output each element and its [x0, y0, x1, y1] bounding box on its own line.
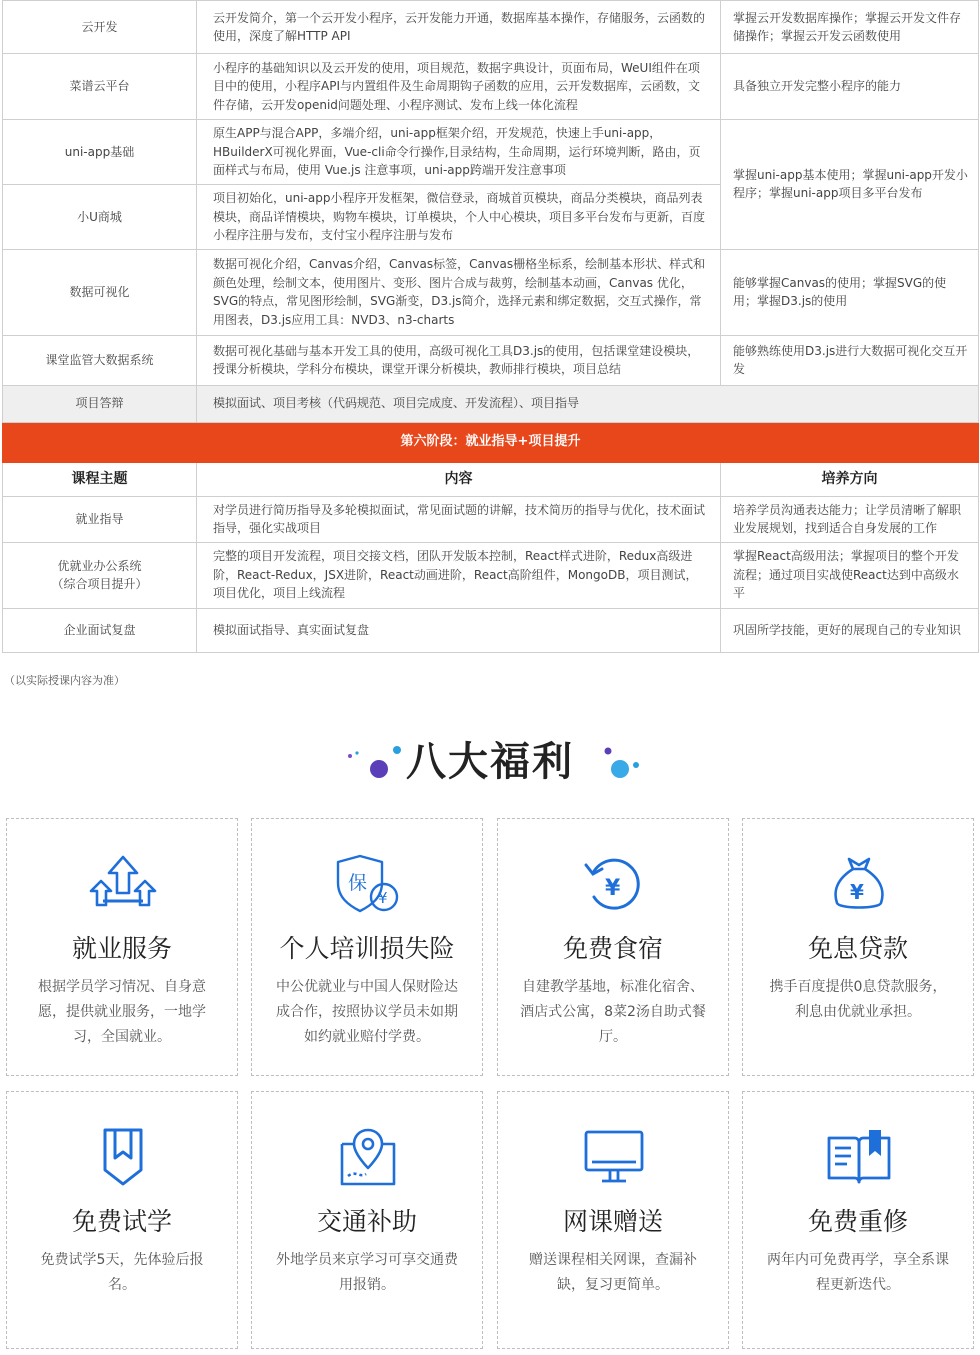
card-title: 免息贷款 — [807, 934, 908, 963]
pencil-bookmark-icon — [89, 1126, 157, 1188]
table-row — [3, 120, 979, 185]
header-goal: 培养方向 — [721, 462, 979, 496]
svg-text:保: 保 — [348, 872, 368, 894]
yuan-refresh-icon — [580, 853, 648, 915]
card-title: 个人培训损失险 — [279, 934, 455, 963]
goal-cell: 巩固所学技能，更好的展现自己的专业知识 — [721, 608, 979, 652]
table-row — [3, 385, 979, 422]
card-title: 网课赠送 — [562, 1207, 663, 1236]
goal-cell: 培养学员沟通表达能力；让学员清晰了解职业发展规划，找到适合自身发展的工作 — [721, 496, 979, 542]
upload-arrows-icon — [89, 853, 157, 915]
goal-cell: 能够熟练使用D3.js进行大数据可视化交互开发 — [721, 335, 979, 385]
table-row — [3, 1, 979, 54]
welfare-card-transport — [251, 1091, 483, 1349]
welfare-card-employment — [6, 818, 238, 1076]
content-cell: 完整的项目开发流程，项目交接文档，团队开发版本控制，React样式进阶，Redux高级进阶，React-Redux，JSX进阶，React动画进阶，React高阶组件，MongoDB，项目测试，项目优化，项目上线流程 — [197, 542, 721, 608]
card-description: 赠送课程相关网课，查漏补缺，复习更简单。 — [529, 1252, 697, 1293]
table-row — [3, 249, 979, 335]
svg-text:¥: ¥ — [605, 876, 621, 901]
welfare-card-online-course — [497, 1091, 729, 1349]
welfare-card-lodging — [497, 818, 729, 1076]
card-description: 外地学员来京学习可享交通费用报销。 — [276, 1252, 458, 1293]
card-description: 两年内可免费再学，享全系课程更新迭代。 — [767, 1252, 949, 1293]
goal-cell: 能够掌握Canvas的使用；掌握SVG的使用；掌握D3.js的使用 — [721, 249, 979, 335]
goal-cell: 具备独立开发完整小程序的能力 — [721, 54, 979, 120]
topic-cell — [3, 542, 197, 608]
content-cell: 数据可视化基础与基本开发工具的使用，高级可视化工具D3.js的使用，包括课堂建设模块，授课分析模块，学科分布模块，课堂开课分析模块，教师排行模块，项目总结 — [197, 335, 721, 385]
welfare-title: 八大福利 — [406, 739, 574, 785]
card-description: 自建教学基地，标准化宿舍、酒店式公寓，8菜2汤自助式餐厅。 — [520, 979, 706, 1045]
insurance-shield-icon — [334, 853, 402, 915]
welfare-card-loan — [742, 818, 974, 1076]
card-description: 根据学员学习情况、自身意愿，提供就业服务，一地学习，全国就业。 — [38, 979, 206, 1045]
topic-cell: 就业指导 — [3, 496, 197, 542]
table-row — [3, 608, 979, 652]
topic-cell: 小U商城 — [3, 185, 197, 250]
topic-cell: uni-app基础 — [3, 120, 197, 185]
topic-line: 优就业办公系统 — [57, 558, 142, 573]
content-cell: 数据可视化介绍，Canvas介绍，Canvas标签，Canvas栅格坐标系，绘制基本形状、样式和颜色处理，绘制文本，使用图片、变形、图片合成与裁剪，绘制基本动画，Canvas 优化，SVG的特点，常见图形绘制，SVG渐变，D3.js简介，选择元素和绑定数据，交互式操作，常用图表，D3.js应用工具：NVD3、n3-charts — [197, 249, 721, 335]
disclaimer-note: （以实际授课内容为准） — [4, 674, 125, 687]
content-cell: 对学员进行简历指导及多轮模拟面试，常见面试题的讲解，技术简历的指导与优化，技术面试指导，强化实战项目 — [197, 496, 721, 542]
card-description: 免费试学5天，先体验后报名。 — [40, 1252, 204, 1293]
topic-cell: 项目答辩 — [3, 385, 197, 422]
card-title: 就业服务 — [71, 934, 172, 963]
card-title: 免费食宿 — [562, 934, 663, 963]
topic-cell: 课堂监管大数据系统 — [3, 335, 197, 385]
table-row — [3, 496, 979, 542]
svg-text:¥: ¥ — [378, 889, 388, 907]
topic-cell: 数据可视化 — [3, 249, 197, 335]
money-bag-icon — [825, 853, 893, 915]
table-row — [3, 542, 979, 608]
topic-line: （综合项目提升） — [51, 577, 148, 591]
card-title: 免费重修 — [807, 1207, 908, 1236]
topic-cell: 云开发 — [3, 1, 197, 54]
svg-text:¥: ¥ — [850, 880, 864, 904]
goal-cell: 掌握云开发数据库操作；掌握云开发文件存储操作；掌握云开发云函数使用 — [721, 1, 979, 54]
monitor-icon — [580, 1126, 648, 1188]
card-title: 免费试学 — [71, 1207, 172, 1236]
stage-title: 第六阶段：就业指导+项目提升 — [3, 422, 979, 462]
open-book-icon — [825, 1126, 893, 1188]
content-cell: 云开发简介，第一个云开发小程序，云开发能力开通，数据库基本操作，存储服务，云函数的使用，深度了解HTTP API — [197, 1, 721, 54]
course-table — [2, 0, 979, 653]
header-content: 内容 — [197, 462, 721, 496]
card-title: 交通补助 — [316, 1207, 417, 1236]
content-cell: 小程序的基础知识以及云开发的使用，项目规范，数据字典设计，页面布局，WeUI组件在项目中的使用，小程序API与内置组件及生命周期钩子函数的应用，云开发数据库，云函数，文件存储，云开发openid问题处理、小程序测试、发布上线一体化流程 — [197, 54, 721, 120]
table-row — [3, 54, 979, 120]
map-pin-icon — [334, 1126, 402, 1188]
goal-cell: 掌握React高级用法；掌握项目的整个开发流程；通过项目实战使React达到中高级水平 — [721, 542, 979, 608]
column-header-row — [3, 462, 979, 496]
welfare-card-retake — [742, 1091, 974, 1349]
content-cell: 项目初始化，uni-app小程序开发框架，微信登录，商城首页模块，商品分类模块，商品列表模块，商品详情模块，购物车模块，订单模块，个人中心模块，项目多平台发布与更新，百度小程序注册与发布，支付宝小程序注册与发布 — [197, 185, 721, 250]
welfare-card-trial — [6, 1091, 238, 1349]
content-cell: 模拟面试指导、真实面试复盘 — [197, 608, 721, 652]
content-cell: 原生APP与混合APP，多端介绍，uni-app框架介绍，开发规范，快速上手uni-app，HBuilderX可视化界面，Vue-cli命令行操作,目录结构，生命周期，运行环境判断，路由，页面样式与布局，使用 Vue.js 注意事项，uni-app跨端开发注意事项 — [197, 120, 721, 185]
content-cell: 模拟面试、项目考核（代码规范、项目完成度、开发流程）、项目指导 — [197, 385, 979, 422]
welfare-card-insurance — [251, 818, 483, 1076]
right-dots-decoration — [598, 742, 668, 784]
header-topic: 课程主题 — [3, 462, 197, 496]
topic-cell: 企业面试复盘 — [3, 608, 197, 652]
table-row — [3, 335, 979, 385]
goal-cell: 掌握uni-app基本使用；掌握uni-app开发小程序；掌握uni-app项目多平台发布 — [721, 120, 979, 250]
card-description: 中公优就业与中国人保财险达成合作，按照协议学员未如期如约就业赔付学费。 — [276, 979, 458, 1045]
topic-cell: 菜谱云平台 — [3, 54, 197, 120]
stage-header-row — [3, 422, 979, 462]
card-description: 携手百度提供0息贷款服务，利息由优就业承担。 — [769, 979, 947, 1020]
